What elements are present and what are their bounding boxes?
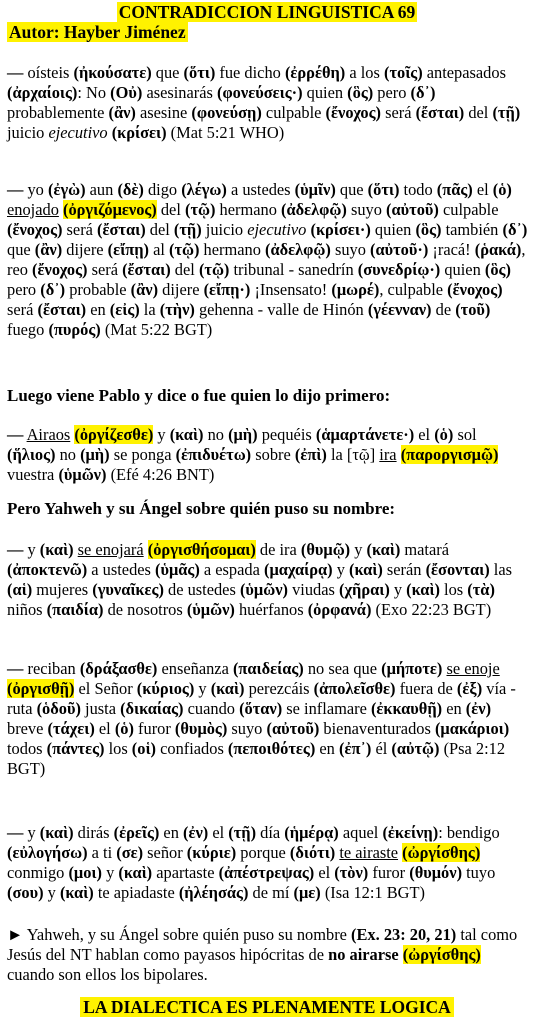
document-title: CONTRADICCION LINGUISTICA 69: [118, 2, 416, 22]
verse-reference: (Mat 5:21 WHO): [166, 123, 285, 142]
verse-reference: (Mat 5:22 BGT): [100, 320, 213, 339]
highlighted-greek: (ὀργιζόμενος): [63, 200, 157, 219]
section-heading-pablo: Luego viene Pablo y dice o fue quien lo dijo primero:: [7, 386, 391, 405]
paragraph-exo-22-23: — y (καὶ) se enojará (ὀργισθήσομαι) de ira (θυμῷ) y (καὶ) matará (ἀποκτενῶ) a ustedes (ὑμᾶς) a espada (μαχαίρᾳ) y (καὶ) serán (ἔσονται) las (αἱ) mujeres (γυναῖκες) de ustedes (ὑμῶν) viudas (χῆραι) y (καὶ) los (τὰ) niños (παιδία) de nosotros (ὑμῶν) huérfanos (ὀρφανά) (Exo 22:23 BGT): [7, 540, 513, 619]
verse-reference: (Isa 12:1 BGT): [320, 883, 425, 902]
closing-statement: LA DIALECTICA ES PLENAMENTE LOGICA: [0, 996, 534, 1018]
highlighted-greek: (ὠργίσθης): [402, 945, 481, 964]
paragraph-mat-5-21: — oísteis (ἠκούσατε) que (ὅτι) fue dicho (ἐρρέθη) a los (τοῖς) antepasados (ἀρχαίοις): No (Οὐ) asesinarás (φονεύσεις·) quien (ὃς) pero (δ᾽) probablemente (ἂν) asesine (φονεύσῃ) culpable (ἔνοχος) será (ἔσται) del (τῇ) juicio ejecutivo (κρίσει) (Mat 5:21 WHO): [7, 63, 521, 142]
highlighted-greek: (παροργισμῷ): [400, 445, 499, 464]
highlighted-greek: (ὀργίζεσθε): [74, 425, 154, 444]
verse-reference: (Exo 22:23 BGT): [371, 600, 492, 619]
section-heading-yahweh: Pero Yahweh y su Ángel sobre quién puso su nombre:: [7, 499, 396, 518]
paragraph-efe-4-26: — Airaos (ὀργίζεσθε) y (καὶ) no (μὴ) pequéis (ἁμαρτάνετε·) el (ὁ) sol (ἥλιος) no (μὴ) se ponga (ἐπιδυέτω) sobre (ἐπὶ) la [τῷ] ira (παροργισμῷ) vuestra (ὑμῶν) (Efé 4:26 BNT): [7, 425, 499, 484]
author-line: Autor: Hayber Jiménez: [9, 22, 186, 42]
paragraph-mat-5-22: — yo (ἐγὼ) aun (δὲ) digo (λέγω) a ustedes (ὑμῖν) que (ὅτι) todo (πᾶς) el (ὁ) enojado (ὀργιζόμενος) del (τῷ) hermano (ἀδελφῷ) suyo (αὐτοῦ) culpable (ἔνοχος) será (ἔσται) del (τῇ) juicio ejecutivo (κρίσει·) quien (ὃς) también (δ᾽) que (ἂν) dijere (εἴπῃ) al (τῷ) hermano (ἀδελφῷ) suyo (αὐτοῦ·) ¡racá! (ῥακά), reo (ἔνοχος) será (ἔσται) del (τῷ) tribunal - sanedrín (συνεδρίῳ·) quien (ὃς) pero (δ᾽) probable (ἂν) dijere (εἴπῃ·) ¡Insensato! (μωρέ), culpable (ἔνοχος) será (ἔσται) en (εἰς) la (τὴν) gehenna - valle de Hinón (γέενναν) de (τοῦ) fuego (πυρός) (Mat 5:22 BGT): [7, 180, 528, 339]
verse-reference: (Psa 2:12 BGT): [7, 739, 506, 778]
arrow-bullet-icon: ►: [7, 925, 24, 944]
highlighted-greek: (ὀργισθῇ): [7, 679, 75, 698]
highlighted-greek: (ὠργίσθης): [402, 843, 481, 862]
highlighted-greek: (ὀργισθήσομαι): [147, 540, 256, 559]
paragraph-isa-12-1: — y (καὶ) dirás (ἐρεῖς) en (ἐν) el (τῇ) día (ἡμέρᾳ) aquel (ἐκείνῃ): bendigo (εὐλογήσω) a ti (σε) señor (κύριε) porque (διότι) te airaste (ὠργίσθης) conmigo (μοι) y (καὶ) apartaste (ἀπέστρεψας) el (τὸν) furor (θυμόν) tuyo (σου) y (καὶ) te apiadaste (ἠλέησάς) de mí (με) (Isa 12:1 BGT): [7, 823, 500, 902]
verse-reference: (Efé 4:26 BNT): [106, 465, 215, 484]
paragraph-conclusion: ► Yahweh, y su Ángel sobre quién puso su nombre (Ex. 23: 20, 21) tal como Jesús del NT hablan como payasos hipócritas de no airarse (ὠργίσθης) cuando son ellos los bipolares.: [7, 925, 518, 984]
paragraph-psa-2-12: — reciban (δράξασθε) enseñanza (παιδείας) no sea que (μήποτε) se enoje (ὀργισθῇ) el Señor (κύριος) y (καὶ) perezcáis (ἀπολεῖσθε) fuera de (ἐξ) vía - ruta (ὁδοῦ) justa (δικαίας) cuando (ὅταν) se inflamare (ἐκκαυθῇ) en (ἐν) breve (τάχει) el (ὁ) furor (θυμὸς) suyo (αὐτοῦ) bienaventurados (μακάριοι) todos (πάντες) los (οἱ) confiados (πεποιθότες) en (ἐπ᾽) él (αὐτῷ) (Psa 2:12 BGT): [7, 659, 516, 778]
